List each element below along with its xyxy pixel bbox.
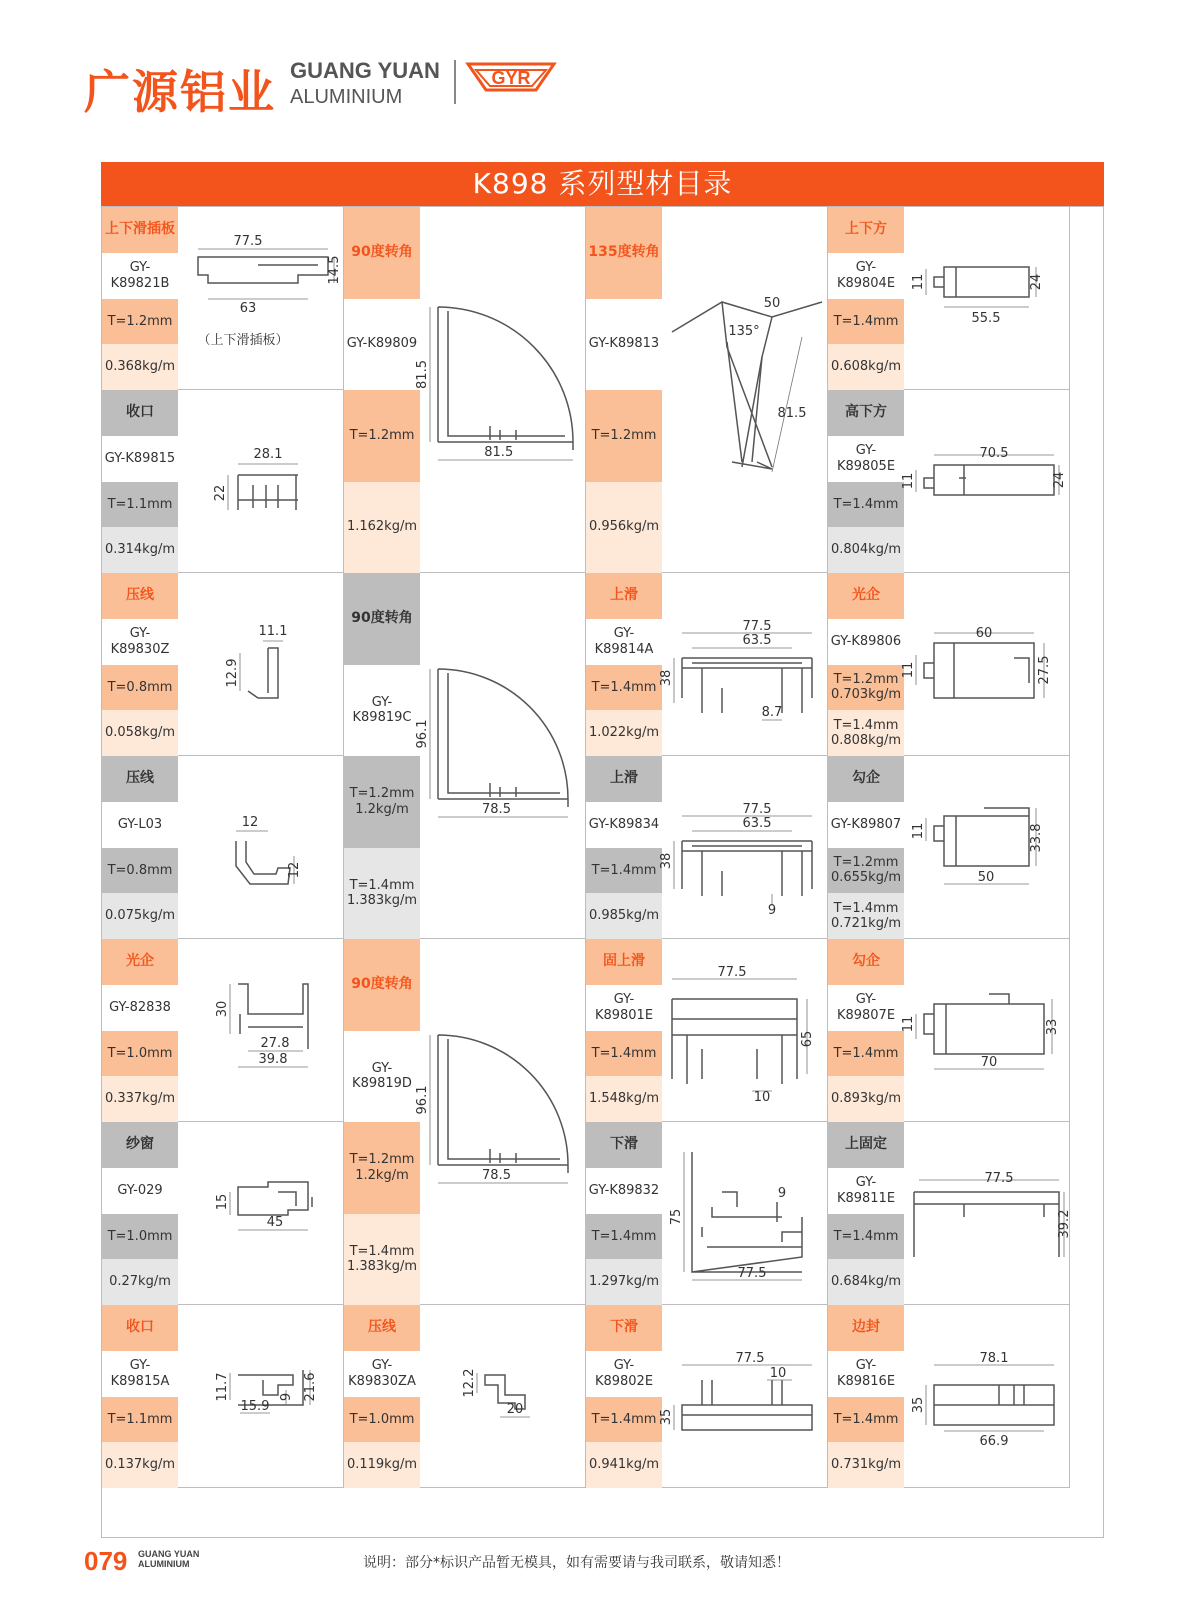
product-weight: 0.314kg/m <box>102 527 178 573</box>
dimension-label: 81.5 <box>777 406 807 421</box>
dimension-label: 10 <box>769 1366 787 1381</box>
profile-drawing <box>901 939 1069 1121</box>
product-thickness: T=1.2mm 0.655kg/m <box>828 848 904 894</box>
dimension-label: 50 <box>977 870 995 885</box>
profile-svg <box>178 1122 342 1304</box>
product-name: 下滑 <box>586 1122 662 1168</box>
product-name: 边封 <box>828 1305 904 1351</box>
dimension-label: 22 <box>213 484 228 502</box>
product-cell <box>828 573 1070 756</box>
product-cell <box>344 207 586 573</box>
brand-logo <box>466 56 556 108</box>
dimension-label: 45 <box>266 1215 284 1230</box>
profile-drawing <box>662 1122 827 1304</box>
dimension-label: 70 <box>980 1055 998 1070</box>
product-weight: 0.731kg/m <box>828 1442 904 1488</box>
product-thickness: T=1.4mm <box>586 848 662 894</box>
product-thickness: T=1.4mm <box>586 1214 662 1260</box>
dimension-label: 11.1 <box>258 624 288 639</box>
dimension-label: 11 <box>901 661 916 679</box>
product-name: 纱窗 <box>102 1122 178 1168</box>
product-thickness: T=1.0mm <box>102 1031 178 1077</box>
product-cell <box>586 1122 828 1305</box>
dimension-label: 77.5 <box>737 1266 767 1281</box>
footer-brand <box>138 1550 199 1570</box>
dimension-label: 38 <box>659 669 674 687</box>
product-thickness: T=1.4mm <box>828 482 904 528</box>
product-thickness: T=1.2mm <box>102 299 178 345</box>
product-thickness: T=1.4mm <box>828 1214 904 1260</box>
product-code: GY-K89807E <box>828 985 904 1031</box>
dimension-label: 96.1 <box>415 1085 430 1115</box>
product-cell <box>344 1305 586 1488</box>
footer-note: 说明：部分*标识产品暂无模具，如有需要请与我司联系，敬请知悉！ <box>363 1555 790 1571</box>
product-thickness: T=1.2mm <box>344 390 420 482</box>
product-thickness: T=0.8mm <box>102 848 178 894</box>
product-cell <box>586 573 828 756</box>
profile-svg <box>662 207 826 572</box>
dimension-label: 78.5 <box>482 802 511 817</box>
profile-drawing <box>178 939 343 1121</box>
dimension-label: 11 <box>901 1015 916 1033</box>
dimension-label: 15.9 <box>240 1399 270 1414</box>
product-thickness: T=0.8mm <box>102 665 178 711</box>
product-name: 收口 <box>102 390 178 436</box>
product-weight: 1.548kg/m <box>586 1076 662 1122</box>
product-weight: 1.162kg/m <box>344 482 420 574</box>
product-name: 勾企 <box>828 756 904 802</box>
brand-header <box>84 48 584 118</box>
product-thickness: T=1.2mm 0.703kg/m <box>828 665 904 711</box>
dimension-label: 12.9 <box>225 658 240 688</box>
product-cell <box>586 939 828 1122</box>
profile-drawing <box>415 207 585 572</box>
product-weight: T=1.4mm 0.721kg/m <box>828 893 904 939</box>
dimension-label: 96.1 <box>415 719 430 749</box>
dimension-label: 77.5 <box>742 802 772 817</box>
dimension-label: 63.5 <box>742 816 772 831</box>
product-name: 上下方 <box>828 207 904 253</box>
profile-drawing <box>662 207 827 572</box>
dimension-label: 77.5 <box>735 1351 765 1366</box>
profile-drawing <box>659 1305 827 1487</box>
profile-svg <box>178 1305 342 1487</box>
page-number: 079 <box>84 1546 128 1576</box>
product-name: 上滑 <box>586 756 662 802</box>
dimension-label: 11 <box>901 472 916 490</box>
profile-svg <box>901 939 1068 1121</box>
product-thickness: T=1.2mm 1.2kg/m <box>344 1122 420 1214</box>
dimension-label: 75 <box>669 1208 684 1226</box>
dimension-label: 55.5 <box>971 311 1001 326</box>
dimension-label: 77.5 <box>984 1171 1014 1186</box>
dimension-label: 12 <box>241 815 259 830</box>
dimension-label: 65 <box>800 1030 815 1048</box>
profile-drawing <box>659 756 827 938</box>
product-thickness: T=1.0mm <box>102 1214 178 1260</box>
product-cell <box>586 1305 828 1488</box>
product-name: 90度转角 <box>344 207 420 299</box>
profile-drawing <box>901 573 1069 755</box>
product-name: 上滑 <box>586 573 662 619</box>
product-code: GY-K89813 <box>586 299 662 391</box>
dimension-label: 12 <box>287 861 302 879</box>
product-weight: 0.137kg/m <box>102 1442 178 1488</box>
product-code: GY-K89815A <box>102 1351 178 1397</box>
dimension-label: 38 <box>659 852 674 870</box>
product-cell <box>102 756 344 939</box>
product-cell <box>102 390 344 573</box>
profile-svg <box>904 1122 1072 1304</box>
profile-drawing <box>901 390 1069 572</box>
product-name: 压线 <box>344 1305 420 1351</box>
profile-svg <box>178 390 342 572</box>
product-cell <box>828 1122 1070 1305</box>
profile-drawing <box>178 207 343 389</box>
product-thickness: T=1.4mm <box>828 1031 904 1077</box>
product-code: GY-K89811E <box>828 1168 904 1214</box>
product-weight: 0.893kg/m <box>828 1076 904 1122</box>
product-weight: T=1.4mm 1.383kg/m <box>344 848 420 940</box>
profile-svg <box>415 939 584 1304</box>
product-weight: 1.022kg/m <box>586 710 662 756</box>
product-code: GY-K89819D <box>344 1031 420 1123</box>
product-name: 90度转角 <box>344 939 420 1031</box>
brand-name-cn: 广源铝业 <box>84 65 276 119</box>
product-name: 固上滑 <box>586 939 662 985</box>
product-name: 收口 <box>102 1305 178 1351</box>
product-name: 135度转角 <box>586 207 662 299</box>
dimension-label: 24 <box>1029 273 1044 291</box>
product-name: 高下方 <box>828 390 904 436</box>
product-weight: 0.368kg/m <box>102 344 178 390</box>
dimension-label: 21.6 <box>303 1372 318 1402</box>
dimension-label: 20 <box>506 1402 524 1417</box>
dimension-label: 11.7 <box>215 1372 230 1402</box>
product-name: 勾企 <box>828 939 904 985</box>
product-code: GY-K89814A <box>586 619 662 665</box>
dimension-label: 60 <box>975 626 993 641</box>
dimension-label: 39.8 <box>258 1052 288 1067</box>
dimension-label: 63.5 <box>742 633 772 648</box>
dimension-label: 9 <box>279 1392 294 1402</box>
product-cell <box>344 573 586 939</box>
profile-drawing <box>659 573 827 755</box>
product-code: GY-029 <box>102 1168 178 1214</box>
profile-drawing <box>178 1305 343 1487</box>
product-code: GY-K89815 <box>102 436 178 482</box>
dimension-label: 35 <box>911 1396 926 1414</box>
profile-drawing <box>178 573 343 755</box>
product-code: GY-K89802E <box>586 1351 662 1397</box>
profile-drawing <box>904 1305 1069 1487</box>
brand-name-en: GUANG YUAN <box>290 58 440 83</box>
dimension-label: 10 <box>753 1090 771 1105</box>
profile-svg <box>901 573 1068 755</box>
product-code: GY-K89821B <box>102 253 178 299</box>
product-cell <box>102 573 344 756</box>
product-weight: 0.684kg/m <box>828 1259 904 1305</box>
product-weight: 1.297kg/m <box>586 1259 662 1305</box>
profile-drawing <box>904 1122 1072 1304</box>
dimension-label: 27.8 <box>260 1036 290 1051</box>
product-name: 90度转角 <box>344 573 420 665</box>
dimension-label: 70.5 <box>979 446 1009 461</box>
product-cell <box>586 207 828 573</box>
product-cell <box>102 207 344 390</box>
footer-brand-sub: ALUMINIUM <box>138 1558 190 1569</box>
dimension-label: 9 <box>767 903 777 918</box>
product-name: 上下滑插板 <box>102 207 178 253</box>
product-thickness: T=1.4mm <box>586 1031 662 1077</box>
product-cell <box>102 1122 344 1305</box>
product-cell <box>828 390 1070 573</box>
product-thickness: T=1.0mm <box>344 1397 420 1443</box>
footer-brand-name: GUANG YUAN <box>138 1549 200 1559</box>
profile-drawing <box>420 1305 585 1487</box>
product-cell <box>344 939 586 1305</box>
profile-svg <box>178 939 342 1121</box>
product-code: GY-K89819C <box>344 665 420 757</box>
product-weight: T=1.4mm 1.383kg/m <box>344 1214 420 1306</box>
profile-drawing <box>415 939 585 1304</box>
product-thickness: T=1.2mm 1.2kg/m <box>344 756 420 848</box>
dimension-label: 135° <box>728 324 760 339</box>
dimension-label: 77.5 <box>742 619 772 634</box>
page-title: K898 系列型材目录 <box>101 162 1104 206</box>
profile-svg <box>178 573 342 755</box>
product-thickness: T=1.1mm <box>102 482 178 528</box>
product-code: GY-K89816E <box>828 1351 904 1397</box>
brand-divider <box>454 60 456 104</box>
product-thickness: T=1.1mm <box>102 1397 178 1443</box>
brand-subtitle-en: ALUMINIUM <box>290 86 403 108</box>
dimension-label: 33 <box>1045 1018 1060 1036</box>
profile-drawing <box>178 756 343 938</box>
product-cell <box>828 756 1070 939</box>
product-cell <box>586 756 828 939</box>
dimension-label: 15 <box>215 1193 230 1211</box>
product-code: GY-K89834 <box>586 802 662 848</box>
dimension-label: 33.8 <box>1029 823 1044 853</box>
dimension-label: 78.1 <box>979 1351 1009 1366</box>
product-weight: T=1.4mm 0.808kg/m <box>828 710 904 756</box>
product-weight: 0.27kg/m <box>102 1259 178 1305</box>
dimension-label: 35 <box>659 1408 674 1426</box>
profile-svg <box>178 207 342 389</box>
dimension-label: 78.5 <box>482 1168 511 1183</box>
product-name: 光企 <box>102 939 178 985</box>
profile-svg <box>659 573 826 755</box>
profile-svg <box>415 573 584 938</box>
product-cell <box>102 1305 344 1488</box>
product-code: GY-K89830ZA <box>344 1351 420 1397</box>
product-weight: 0.119kg/m <box>344 1442 420 1488</box>
profile-svg <box>904 207 1068 389</box>
product-name: 下滑 <box>586 1305 662 1351</box>
profile-drawing <box>415 573 585 938</box>
dimension-label: 63 <box>239 301 257 316</box>
dimension-label: 77.5 <box>233 234 263 249</box>
product-weight: 0.075kg/m <box>102 893 178 939</box>
product-code: GY-82838 <box>102 985 178 1031</box>
product-name: 压线 <box>102 573 178 619</box>
dimension-label: 11 <box>911 822 926 840</box>
dimension-label: 39.2 <box>1057 1209 1072 1239</box>
dimension-label: 9 <box>777 1186 787 1201</box>
product-weight: 0.956kg/m <box>586 482 662 574</box>
product-code: GY-K89801E <box>586 985 662 1031</box>
product-name: 压线 <box>102 756 178 802</box>
product-code: GY-K89807 <box>828 802 904 848</box>
product-code: GY-K89805E <box>828 436 904 482</box>
profile-note: （上下滑插板） <box>197 333 289 348</box>
brand-logo-text: GYR <box>491 68 531 88</box>
product-cell <box>102 939 344 1122</box>
profile-svg <box>415 207 584 572</box>
profile-svg <box>420 1305 584 1487</box>
profile-drawing <box>178 1122 343 1304</box>
product-cell <box>828 1305 1070 1488</box>
product-code: GY-K89804E <box>828 253 904 299</box>
product-code: GY-K89806 <box>828 619 904 665</box>
product-weight: 0.608kg/m <box>828 344 904 390</box>
dimension-label: 27.5 <box>1037 655 1052 685</box>
product-thickness: T=1.4mm <box>586 1397 662 1443</box>
product-weight: 0.804kg/m <box>828 527 904 573</box>
product-weight: 0.337kg/m <box>102 1076 178 1122</box>
product-name: 光企 <box>828 573 904 619</box>
profile-svg <box>901 390 1068 572</box>
product-code: GY-K89832 <box>586 1168 662 1214</box>
dimension-label: 66.9 <box>979 1434 1009 1449</box>
dimension-label: 81.5 <box>484 445 514 460</box>
product-cell <box>828 207 1070 390</box>
dimension-label: 8.7 <box>761 705 783 720</box>
profile-drawing <box>904 207 1069 389</box>
dimension-label: 14.5 <box>327 255 342 285</box>
profile-svg <box>659 1305 826 1487</box>
dimension-label: 50 <box>763 296 781 311</box>
dimension-label: 30 <box>215 1000 230 1018</box>
profile-svg <box>662 1122 826 1304</box>
profile-svg <box>662 939 826 1121</box>
product-weight: 0.941kg/m <box>586 1442 662 1488</box>
product-thickness: T=1.4mm <box>828 299 904 345</box>
product-cell <box>828 939 1070 1122</box>
product-name: 上固定 <box>828 1122 904 1168</box>
profile-svg <box>904 756 1068 938</box>
product-catalog-grid <box>101 206 1104 1538</box>
dimension-label: 12.2 <box>462 1368 477 1398</box>
profile-drawing <box>904 756 1069 938</box>
product-code: GY-K89809 <box>344 299 420 391</box>
product-weight: 0.985kg/m <box>586 893 662 939</box>
profile-svg <box>178 756 342 938</box>
profile-drawing <box>662 939 827 1121</box>
product-thickness: T=1.4mm <box>586 665 662 711</box>
dimension-label: 81.5 <box>415 360 430 389</box>
dimension-label: 11 <box>911 273 926 291</box>
product-code: GY-K89830Z <box>102 619 178 665</box>
product-thickness: T=1.2mm <box>586 390 662 482</box>
product-code: GY-L03 <box>102 802 178 848</box>
product-weight: 0.058kg/m <box>102 710 178 756</box>
dimension-label: 28.1 <box>253 447 283 462</box>
profile-svg <box>659 756 826 938</box>
profile-drawing <box>178 390 343 572</box>
profile-svg <box>904 1305 1068 1487</box>
product-thickness: T=1.4mm <box>828 1397 904 1443</box>
dimension-label: 77.5 <box>717 965 747 980</box>
dimension-label: 24 <box>1052 471 1067 489</box>
